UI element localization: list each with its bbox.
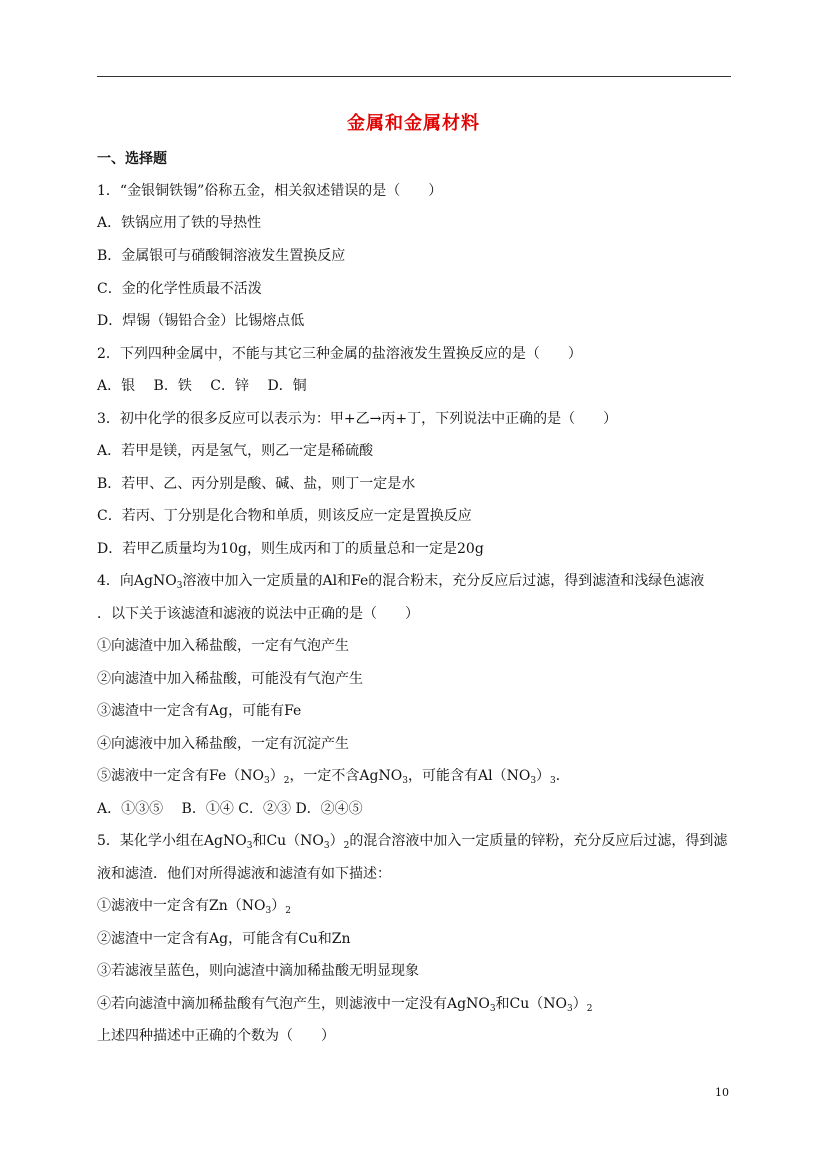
q1-option-a: A．铁锅应用了铁的导热性 xyxy=(97,215,262,231)
q4-statement-5: ⑤滤液中一定含有$Fe(NO_3)_2$，一定不含AgNO$_3$，可能含有$Al(NO_3)_3$． xyxy=(97,768,570,786)
q3-option-d: D．若甲乙质量均为10g，则生成丙和丁的质量总和一定是20g xyxy=(97,541,484,557)
q4-choices: A．①③⑤ B．①④ C．②③ D．②④⑤ xyxy=(97,801,363,817)
q4-stem-line1: 4．向AgNO$_3$溶液中加入一定质量的Al和Fe的混合粉末，充分反应后过滤，得到滤渣和浅绿色滤液 xyxy=(97,573,705,591)
q3-option-b: B．若甲、乙、丙分别是酸、碱、盐，则丁一定是水 xyxy=(97,476,416,492)
q5-statement-3: ③若滤液呈蓝色，则向滤渣中滴加稀盐酸无明显现象 xyxy=(97,963,419,979)
q2-options: A．银 B．铁 C．锌 D．铜 xyxy=(97,378,307,394)
q4-statement-1: ①向滤渣中加入稀盐酸，一定有气泡产生 xyxy=(97,638,349,654)
page-title: 金属和金属材料 xyxy=(347,113,480,134)
q4-stem-line2: ．以下关于该滤渣和滤液的说法中正确的是（ ） xyxy=(97,606,419,622)
q5-statement-4: ④若向滤渣中滴加稀盐酸有气泡产生，则滤液中一定没有AgNO$_3$和$Cu(NO_3)_2$ xyxy=(97,996,593,1014)
section-heading: 一、选择题 xyxy=(97,151,167,167)
q1-option-d: D．焊锡（锡铅合金）比锡熔点低 xyxy=(97,313,305,329)
q1-option-c: C．金的化学性质最不活泼 xyxy=(97,281,262,297)
page-number: 10 xyxy=(715,1086,729,1099)
q5-stem-line1: 5．某化学小组在AgNO$_3$和$Cu(NO_3)_2$的混合溶液中加入一定质量的锌粉，充分反应后过滤，得到滤 xyxy=(97,833,728,851)
q5-question: 上述四种描述中正确的个数为（ ） xyxy=(97,1028,335,1044)
q3-option-a: A．若甲是镁，丙是氢气，则乙一定是稀硫酸 xyxy=(97,443,374,459)
q4-statement-2: ②向滤渣中加入稀盐酸，可能没有气泡产生 xyxy=(97,671,363,687)
q1-stem: 1．“金银铜铁锡”俗称五金，相关叙述错误的是（ ） xyxy=(97,183,443,199)
q2-stem: 2．下列四种金属中，不能与其它三种金属的盐溶液发生置换反应的是（ ） xyxy=(97,346,582,362)
q1-option-b: B．金属银可与硝酸铜溶液发生置换反应 xyxy=(97,248,346,264)
q3-stem: 3．初中化学的很多反应可以表示为：甲+乙→丙+丁，下列说法中正确的是（ ） xyxy=(97,411,618,427)
q4-statement-3: ③滤渣中一定含有Ag，可能有Fe xyxy=(97,703,302,719)
q5-stem-line2: 液和滤渣．他们对所得滤液和滤渣有如下描述： xyxy=(97,866,391,882)
q5-statement-2: ②滤渣中一定含有Ag，可能含有Cu和Zn xyxy=(97,931,351,947)
q5-statement-1: ①滤液中一定含有$Zn(NO_3)_2$ xyxy=(97,898,291,916)
q3-option-c: C．若丙、丁分别是化合物和单质，则该反应一定是置换反应 xyxy=(97,508,472,524)
q4-statement-4: ④向滤液中加入稀盐酸，一定有沉淀产生 xyxy=(97,736,349,752)
header-rule xyxy=(97,76,731,77)
